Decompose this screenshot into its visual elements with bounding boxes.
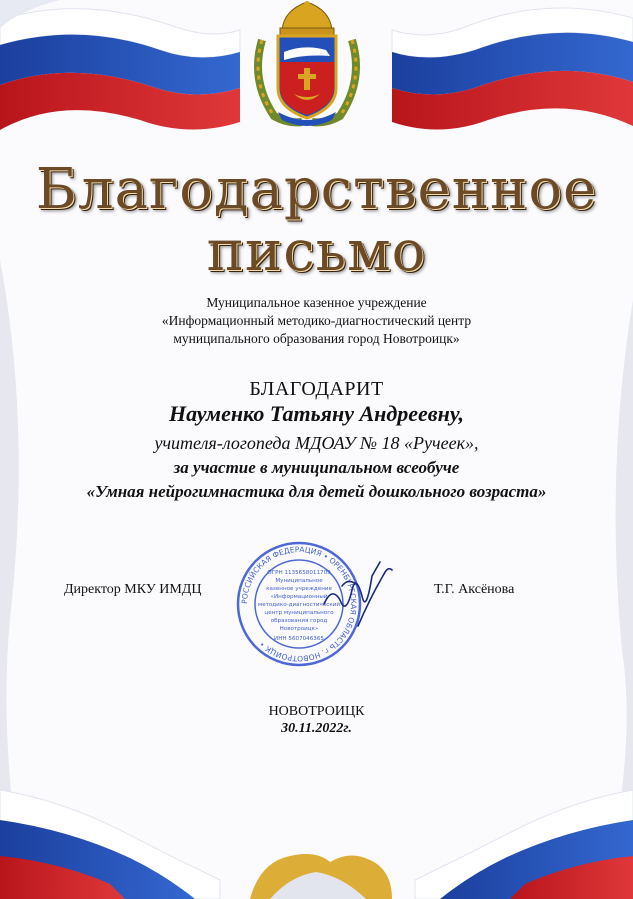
- stamp-line: «Информационный: [270, 594, 328, 600]
- stamp-line: центр муниципального: [264, 610, 334, 616]
- stamp-line: казенное учреждение: [266, 586, 332, 592]
- organization-line-1: Муниципальное казенное учреждение: [206, 295, 427, 310]
- recipient-name: Науменко Татьяну Андреевну,: [168, 401, 465, 426]
- stamp-line: ИНН 5607046365: [274, 636, 324, 642]
- stamp-line: ОГРН 1135658011709: [267, 570, 331, 576]
- title-line-1: Благодарственное: [35, 157, 598, 222]
- reason-text: за участие в муниципальном всеобуче: [173, 458, 460, 477]
- ribbon-top-left: [0, 0, 240, 130]
- handwritten-signature-icon: [318, 556, 398, 636]
- ribbon-bottom: [0, 790, 633, 899]
- orenburg-coat-of-arms-icon: [244, 0, 370, 128]
- event-name: «Умная нейрогимнастика для детей дошкольного возраста»: [86, 482, 547, 501]
- issue-date: 30.11.2022г.: [281, 721, 352, 736]
- ribbon-top-right: [392, 8, 633, 130]
- title-line-2: письмо: [206, 219, 427, 284]
- thanks-word: БЛАГОДАРИТ: [249, 378, 384, 400]
- signer-name: Т.Г. Аксёнова: [434, 582, 515, 597]
- stamp-line: Муниципальное: [275, 578, 323, 584]
- recipient-position: учителя-логопеда МДОАУ № 18 «Ручеек»,: [154, 433, 479, 453]
- signer-title: Директор МКУ ИМДЦ: [64, 582, 202, 597]
- organization-line-2: «Информационный методико-диагностический центр: [161, 313, 472, 328]
- stamp-ring-text: РОССИЙСКАЯ ФЕДЕРАЦИЯ • ОРЕНБУРГСКАЯ ОБЛАСТЬ г. НОВОТРОИЦК •: [239, 544, 359, 664]
- stamp-line: методико-диагностический: [257, 602, 341, 608]
- stamp-line: образования город: [270, 618, 328, 624]
- city-name: НОВОТРОИЦК: [268, 704, 365, 719]
- stamp-line: Новотроицк»: [279, 626, 319, 632]
- organization-line-3: муниципального образования город Новотроицк»: [173, 331, 460, 346]
